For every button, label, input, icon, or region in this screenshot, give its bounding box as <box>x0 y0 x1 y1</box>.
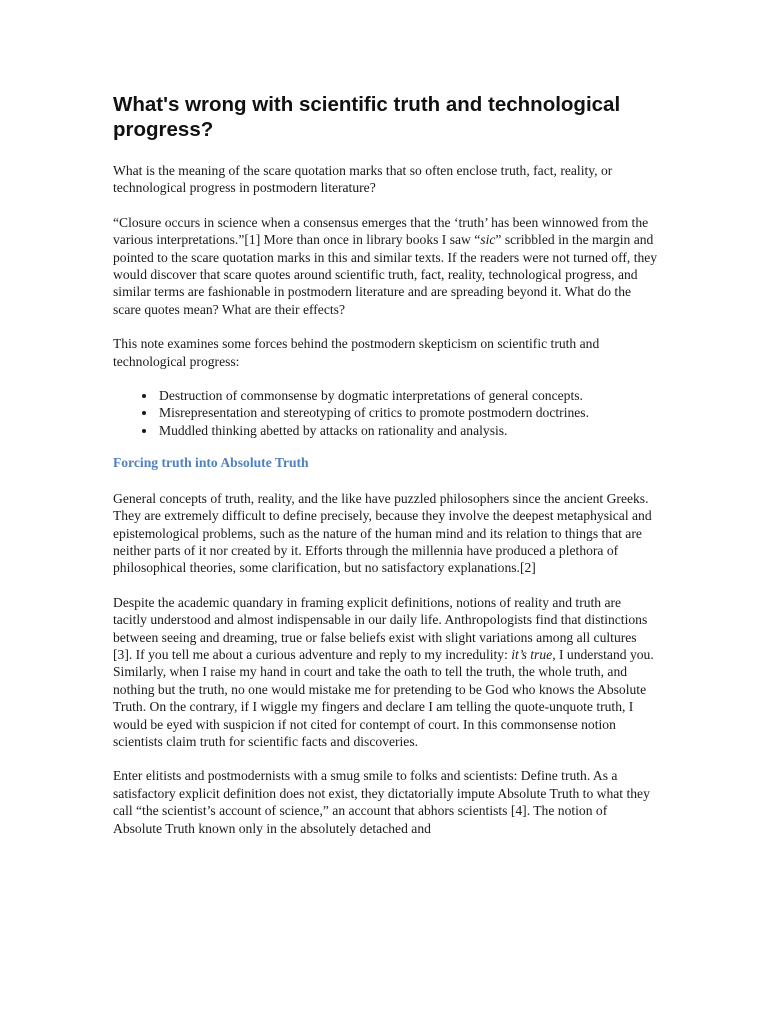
list-item: • Muddled thinking abetted by attacks on rationality and analysis. <box>157 422 658 439</box>
quandary-paragraph <box>113 594 658 751</box>
note-paragraph: This note examines some forces behind the postmodern skepticism on scientific truth and technological progress: <box>113 336 600 369</box>
concepts-paragraph: General concepts of truth, reality, and the like have puzzled philosophers since the ancient Greeks. They are extremely difficult to define precisely, because they involve the deepest metaphysical and epistemological problems, such as the nature of the human mind and its relation to things that are neither parts of it nor created by it. Efforts through the millennia have produced a plethora of philosophical theories, some clarification, but no satisfactory explanations.[2] <box>113 490 652 576</box>
list-item: • Misrepresentation and stereotyping of critics to promote postmodern doctrines. <box>157 404 658 421</box>
elitists-paragraph: Enter elitists and postmodernists with a smug smile to folks and scientists: Define truth. As a satisfactory explicit definition does not exist, they dictatorially impute Absolute Truth to what they call “the scientist’s account of science,” an account that abhors scientists [4]. The notion of Absolute Truth known only in the absolutely detached and <box>113 768 650 836</box>
closure-quote-text-start: “Closure occurs in science when a consensus emerges that the ‘truth’ has been winnowed from the various interpretations.”[1] More than once in library books I saw “ <box>113 214 649 248</box>
quandary-text-end: , I understand you. Similarly, when I raise my hand in court and take the oath to tell the truth, the whole truth, and nothing but the truth, no one would mistake me for pretending to be God who knows the Absolute Truth. On the contrary, if I wiggle my fingers and declare I am telling the quote-unquote truth, I would be eyed with suspicion if not cited for contempt of court. In this commonsense notion scientists claim truth for scientific facts and discoveries. <box>113 646 654 749</box>
list-item: • Destruction of commonsense by dogmatic interpretations of general concepts. <box>157 387 658 404</box>
closure-quote-paragraph <box>113 214 658 318</box>
forces-list <box>113 387 658 439</box>
quandary-text-start: Despite the academic quandary in framing explicit definitions, notions of reality and truth are tacitly understood and almost indispensable in our daily life. Anthropologists find that distinctions between seeing and dreaming, true or false beliefs exist with slight variations among all cultures [3]. If you tell me about a curious adventure and reply to my incredulity: <box>113 594 648 662</box>
section-heading: Forcing truth into Absolute Truth <box>113 455 309 471</box>
intro-paragraph: What is the meaning of the scare quotation marks that so often enclose truth, fact, reality, or technological progress in postmodern literature? <box>113 163 613 196</box>
article-title: What's wrong with scientific truth and technological progress? <box>113 93 621 141</box>
closure-quote-text-end: ” scribbled in the margin and pointed to the scare quotation marks in this and similar texts. If the readers were not turned off, they would discover that scare quotes around scientific truth, fact, reality, technological progress, and similar terms are fashionable in postmodern literature and are spreading beyond it. What do the scare quotes mean? What are their effects? <box>113 232 658 317</box>
document-page <box>113 92 658 854</box>
sic-word: sic <box>480 232 496 248</box>
its-true-phrase: it’s true <box>511 646 553 662</box>
